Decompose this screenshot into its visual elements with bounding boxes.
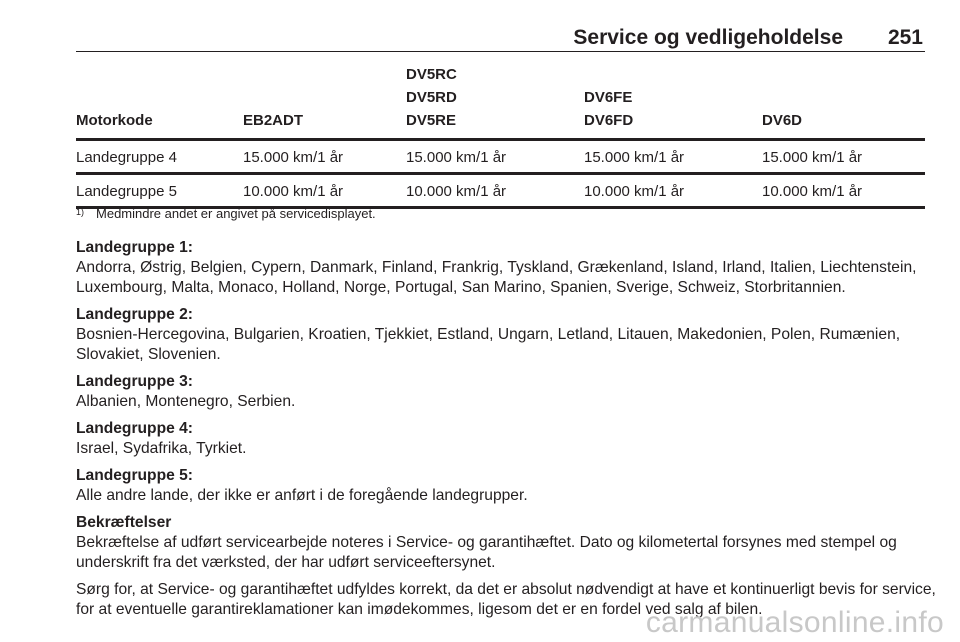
- confirmations-heading: Bekræftelser: [76, 514, 172, 531]
- table-cell: 10.000 km/1 år: [762, 174, 925, 208]
- country-group-2: [76, 305, 946, 365]
- group-countries: Bosnien-Hercegovina, Bulgarien, Kroatien, Tjekkiet, Estland, Ungarn, Letland, Litauen, Makedonien, Polen, Rumænien, Slovakiet, Slovenien.: [76, 326, 901, 363]
- column-header-dv5r: [406, 63, 584, 140]
- footnote-text: Medmindre andet er angivet på servicedisplayet.: [96, 206, 376, 221]
- country-group-4: [76, 419, 946, 459]
- footnote-marker: 1): [76, 207, 85, 217]
- table-cell: 15.000 km/1 år: [243, 140, 406, 174]
- table-cell: Landegruppe 5: [76, 174, 243, 208]
- header-line: Motorkode: [76, 112, 153, 129]
- group-countries: Alle andre lande, der ikke er anført i de foregående landegrupper.: [76, 487, 528, 504]
- column-header-dv6f: [584, 63, 762, 140]
- group-countries: Israel, Sydafrika, Tyrkiet.: [76, 440, 247, 457]
- header-line: EB2ADT: [243, 112, 304, 129]
- header-line: DV6FD: [584, 112, 634, 129]
- country-group-5: [76, 466, 946, 506]
- table-cell: 10.000 km/1 år: [243, 174, 406, 208]
- table-row: [76, 174, 925, 208]
- group-heading: Landegruppe 2:: [76, 306, 193, 323]
- column-header-eb2adt: [243, 63, 406, 140]
- table-row: [76, 140, 925, 174]
- page-number: 251: [887, 26, 923, 49]
- confirmations-note: Sørg for, at Service- og garantihæftet udfyldes korrekt, da det er absolut nødvendigt at have et kontinuerligt bevis for service, for at eventuelle garantireklamationer kan imødekommes, ligesom det er en fordel ved salg af bilen.: [76, 581, 936, 618]
- table-header-row: [76, 63, 925, 140]
- column-header-dv6d: [762, 63, 925, 140]
- site-watermark: carmanualsonline.info: [645, 606, 944, 639]
- confirmations-paragraph: Bekræftelse af udført servicearbejde noteres i Service- og garantihæftet. Dato og kilometertal forsynes med stempel og underskrift fra det værksted, der har udført serviceeftersynet.: [76, 534, 897, 571]
- page-header: [76, 26, 925, 52]
- table-cell: 15.000 km/1 år: [584, 140, 762, 174]
- table-cell: Landegruppe 4: [76, 140, 243, 174]
- group-heading: Landegruppe 1:: [76, 239, 193, 256]
- header-line: DV5RE: [406, 112, 457, 129]
- country-group-1: [76, 238, 946, 298]
- header-line: DV6D: [762, 112, 803, 129]
- table-cell: 10.000 km/1 år: [406, 174, 584, 208]
- header-line: DV5RD: [406, 89, 457, 106]
- column-header-motorkode: [76, 63, 243, 140]
- group-countries: Andorra, Østrig, Belgien, Cypern, Danmark, Finland, Frankrig, Tyskland, Grækenland, Island, Irland, Italien, Liechtenstein, Luxembourg, Malta, Monaco, Holland, Norge, Portugal, San Marino, Spanien, Sverige, Schweiz, Storbritannien.: [76, 259, 917, 296]
- table-cell: 15.000 km/1 år: [406, 140, 584, 174]
- service-interval-table: [76, 63, 925, 209]
- footnote: [76, 206, 376, 223]
- group-heading: Landegruppe 3:: [76, 373, 193, 390]
- group-countries: Albanien, Montenegro, Serbien.: [76, 393, 296, 410]
- header-line: DV6FE: [584, 89, 633, 106]
- confirmations-section: [76, 513, 946, 573]
- table-cell: 10.000 km/1 år: [584, 174, 762, 208]
- header-line: DV5RC: [406, 66, 457, 83]
- country-group-3: [76, 372, 946, 412]
- group-heading: Landegruppe 4:: [76, 420, 193, 437]
- main-content: [76, 238, 946, 627]
- section-title: Service og vedligeholdelse: [573, 26, 843, 49]
- group-heading: Landegruppe 5:: [76, 467, 193, 484]
- table-cell: 15.000 km/1 år: [762, 140, 925, 174]
